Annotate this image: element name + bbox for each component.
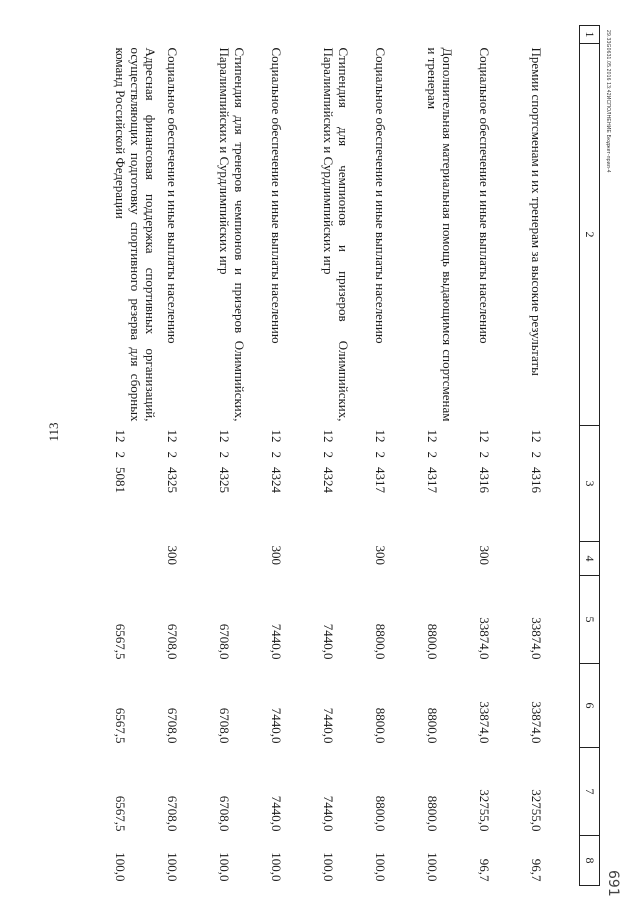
table-row (319, 26, 371, 886)
row-classification-codes (423, 426, 475, 542)
value-col8: 96,7 (477, 858, 492, 882)
expense-type-code (319, 542, 371, 576)
row-empty-cell (267, 26, 319, 44)
subsection-code: 2 (373, 451, 388, 458)
handwritten-page-number: 691 (605, 870, 621, 897)
expense-type-code (111, 542, 163, 576)
expense-type-code: 300 (373, 545, 388, 565)
section-code: 12 (217, 429, 232, 443)
section-code: 12 (269, 429, 284, 443)
row-classification-codes (163, 426, 215, 542)
table-row (163, 26, 215, 886)
expense-type-code: 300 (165, 545, 180, 565)
row-classification-codes (267, 426, 319, 542)
section-code: 12 (477, 429, 492, 443)
section-code: 12 (529, 429, 544, 443)
value-col6: 8800,0 (373, 707, 388, 744)
row-empty-cell (371, 26, 423, 44)
target-item-code: 4317 (373, 467, 388, 493)
table-row (527, 26, 580, 886)
subsection-code: 2 (217, 451, 232, 458)
row-classification-codes (371, 426, 423, 542)
row-name: Социальное обеспечение и иные выплаты населению (269, 47, 284, 344)
value-col6: 7440,0 (321, 707, 336, 744)
subsection-code: 2 (321, 451, 336, 458)
row-classification-codes (215, 426, 267, 542)
document-stamp-code: 29.33G0631.05.2016 13:42ИСПОЛНЕНИЕ Бюджет-прил-4 (605, 30, 611, 173)
value-col8: 100,0 (113, 852, 128, 882)
section-code: 12 (113, 429, 128, 443)
section-code: 12 (373, 429, 388, 443)
value-col6: 6708,0 (165, 707, 180, 744)
row-name: Социальное обеспечение и иные выплаты населению (477, 47, 492, 344)
expense-type-code (215, 542, 267, 576)
expense-type-code (423, 542, 475, 576)
section-code: 12 (165, 429, 180, 443)
value-col8: 100,0 (269, 852, 284, 882)
value-col8: 100,0 (425, 852, 440, 882)
value-col7: 6567,5 (113, 795, 128, 832)
column-header-1: 1 (580, 26, 600, 44)
column-header-8: 8 (580, 836, 600, 886)
expense-type-code: 300 (269, 545, 284, 565)
row-empty-cell (319, 26, 371, 44)
row-classification-codes (111, 426, 163, 542)
target-item-code: 4325 (217, 467, 232, 493)
section-code: 12 (321, 429, 336, 443)
expense-type-code (527, 542, 580, 576)
row-empty-cell (527, 26, 580, 44)
value-col5: 6708,0 (165, 623, 180, 660)
table-row (215, 26, 267, 886)
value-col5: 6708,0 (217, 623, 232, 660)
row-name: Дополнительная материальная помощь выдающимся спортсменам и тренерам (425, 47, 455, 422)
value-col6: 7440,0 (269, 707, 284, 744)
value-col7: 32755,0 (477, 789, 492, 832)
row-name: Премии спортсменам и их тренерам за высокие результаты (529, 47, 544, 376)
row-classification-codes (475, 426, 527, 542)
value-col6: 33874,0 (477, 701, 492, 744)
row-name: Стипендия для чемпионов и призеров Олимпийских, Паралимпийских и Сурдлимпийских игр (321, 47, 351, 422)
row-name: Стипендия для тренеров чемпионов и призеров Олимпийских, Паралимпийских и Сурдлимпийских игр (217, 47, 247, 422)
target-item-code: 4316 (477, 467, 492, 493)
value-col6: 6567,5 (113, 707, 128, 744)
value-col7: 7440,0 (321, 795, 336, 832)
value-col7: 8800,0 (373, 795, 388, 832)
table-row (475, 26, 527, 886)
value-col5: 7440,0 (269, 623, 284, 660)
value-col7: 8800,0 (425, 795, 440, 832)
target-item-code: 4325 (165, 467, 180, 493)
value-col5: 33874,0 (529, 617, 544, 660)
row-name: Социальное обеспечение и иные выплаты населению (165, 47, 180, 344)
column-header-5: 5 (580, 576, 600, 664)
value-col6: 6708,0 (217, 707, 232, 744)
value-col5: 33874,0 (477, 617, 492, 660)
column-header-7: 7 (580, 748, 600, 836)
value-col6: 8800,0 (425, 707, 440, 744)
target-item-code: 5081 (113, 467, 128, 493)
value-col7: 6708,0 (217, 795, 232, 832)
subsection-code: 2 (477, 451, 492, 458)
value-col6: 33874,0 (529, 701, 544, 744)
value-col7: 6708,0 (165, 795, 180, 832)
subsection-code: 2 (113, 451, 128, 458)
row-name: Социальное обеспечение и иные выплаты населению (373, 47, 388, 344)
value-col8: 100,0 (373, 852, 388, 882)
value-col5: 8800,0 (373, 623, 388, 660)
table-row (371, 26, 423, 886)
value-col8: 100,0 (217, 852, 232, 882)
budget-table-container (100, 25, 600, 885)
value-col8: 96,7 (529, 858, 544, 882)
value-col5: 8800,0 (425, 623, 440, 660)
row-name: Адресная финансовая поддержка спортивных организаций, осуществляющих подготовку спортивного резерва для сборных команд Российской Федерации (113, 47, 158, 422)
value-col7: 7440,0 (269, 795, 284, 832)
budget-table (111, 25, 600, 886)
expense-type-code: 300 (477, 545, 492, 565)
table-row (267, 26, 319, 886)
target-item-code: 4324 (321, 467, 336, 493)
subsection-code: 2 (529, 451, 544, 458)
column-header-3: 3 (580, 426, 600, 542)
value-col5: 6567,5 (113, 623, 128, 660)
target-item-code: 4317 (425, 467, 440, 493)
subsection-code: 2 (269, 451, 284, 458)
value-col5: 7440,0 (321, 623, 336, 660)
row-classification-codes (527, 426, 580, 542)
value-col8: 100,0 (165, 852, 180, 882)
value-col8: 100,0 (321, 852, 336, 882)
value-col7: 32755,0 (529, 789, 544, 832)
target-item-code: 4324 (269, 467, 284, 493)
row-empty-cell (423, 26, 475, 44)
table-row (111, 26, 163, 886)
row-empty-cell (111, 26, 163, 44)
page-number: 113 (46, 422, 61, 442)
table-body (111, 26, 580, 886)
column-header-2: 2 (580, 44, 600, 426)
row-classification-codes (319, 426, 371, 542)
row-empty-cell (215, 26, 267, 44)
section-code: 12 (425, 429, 440, 443)
column-header-6: 6 (580, 664, 600, 748)
column-header-4: 4 (580, 542, 600, 576)
target-item-code: 4316 (529, 467, 544, 493)
row-empty-cell (163, 26, 215, 44)
row-empty-cell (475, 26, 527, 44)
subsection-code: 2 (165, 451, 180, 458)
subsection-code: 2 (425, 451, 440, 458)
table-row (423, 26, 475, 886)
